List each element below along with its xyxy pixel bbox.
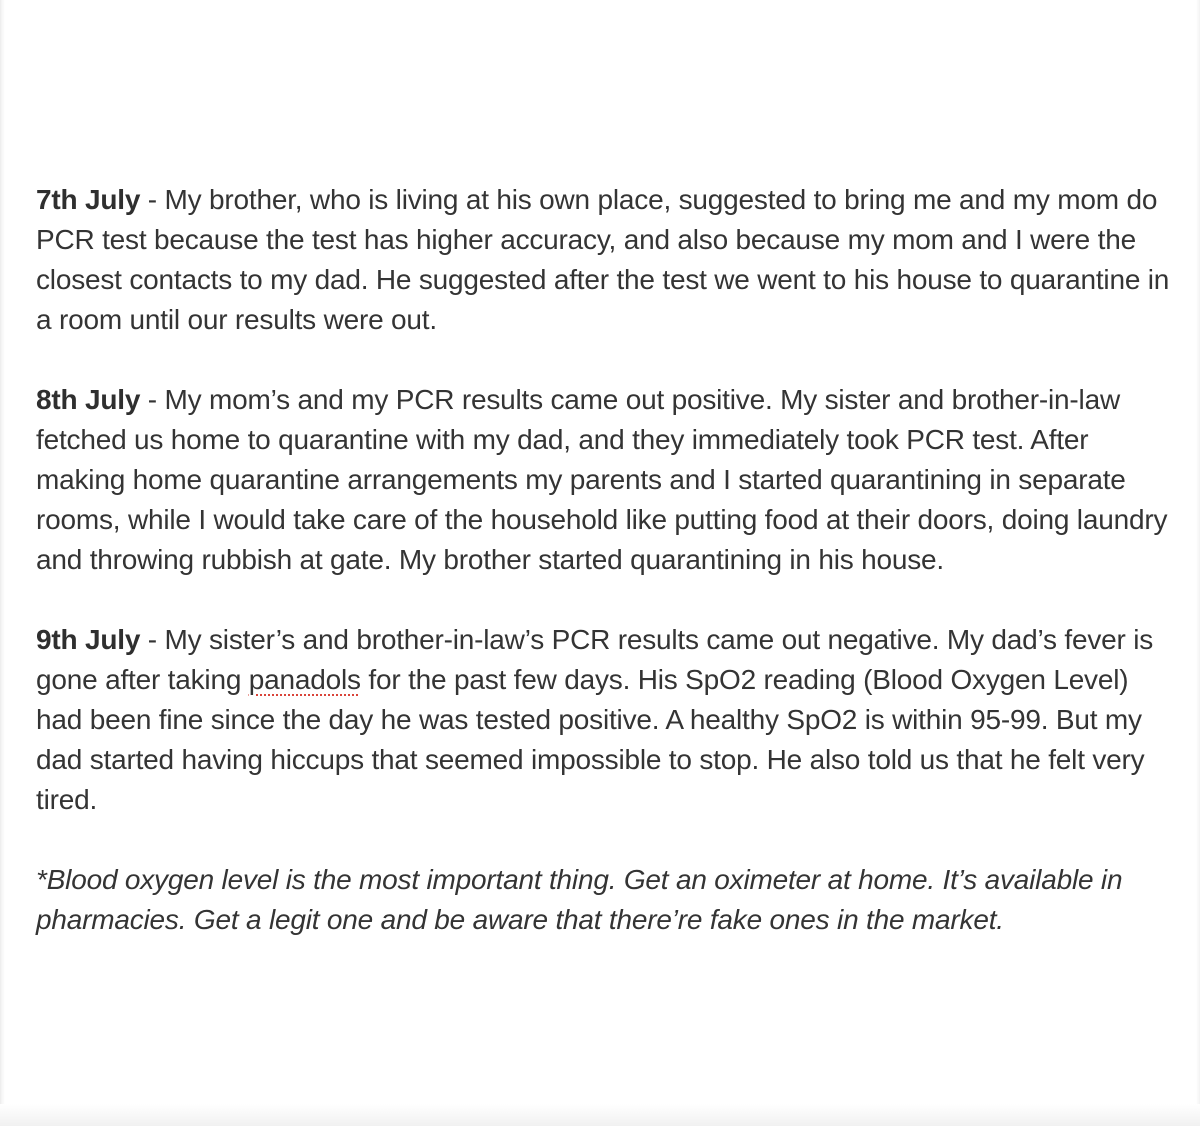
entry-date: 7th July	[36, 184, 141, 215]
spellcheck-flagged-word[interactable]: panadols	[248, 664, 361, 695]
diary-entry-9th-july	[36, 620, 1176, 820]
diary-entry-7th-july	[36, 180, 1176, 340]
entry-text: - My brother, who is living at his own place, suggested to bring me and my mom do PCR test because the test has higher accuracy, and also because my mom and I were the closest contacts to my dad. He suggested after the test we went to his house to quarantine in a room until our results were out.	[36, 184, 1170, 335]
diary-entry-8th-july	[36, 380, 1176, 580]
entry-date: 9th July	[36, 624, 141, 655]
page-bottom-edge	[0, 1104, 1200, 1126]
document-body[interactable]	[36, 180, 1176, 940]
entry-text: - My mom’s and my PCR results came out positive. My sister and brother-in-law fetched us home to quarantine with my dad, and they immediately took PCR test. After making home quarantine arrangements my parents and I started quarantining in separate rooms, while I would take care of the household like putting food at their doors, doing laundry and throwing rubbish at gate. My brother started quarantining in his house.	[36, 384, 1168, 575]
entry-text: for the past few days. His SpO2 reading (Blood Oxygen Level) had been fine since the day he was tested positive. A healthy SpO2 is within 95-99. But my dad started having hiccups that seemed impossible to stop. He also told us that he felt very tired.	[36, 664, 1145, 815]
oximeter-note: *Blood oxygen level is the most important thing. Get an oximeter at home. It’s available in pharmacies. Get a legit one and be aware that there’re fake ones in the market.	[36, 864, 1123, 935]
entry-text: - My sister’s and brother-in-law’s PCR results came out negative. My dad’s fever is gone after taking	[36, 624, 1154, 695]
entry-date: 8th July	[36, 384, 141, 415]
